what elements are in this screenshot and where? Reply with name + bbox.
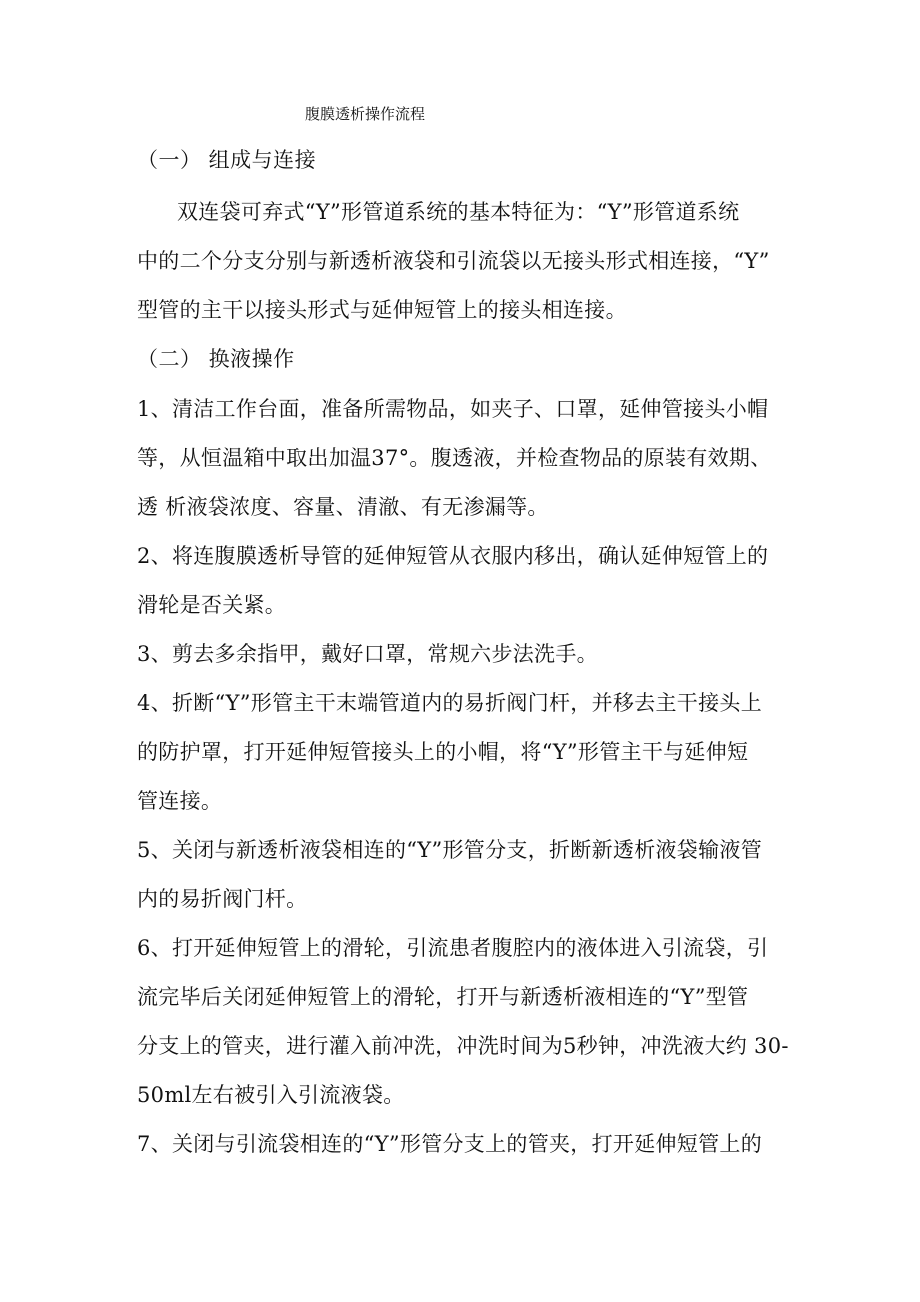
document-title: 腹膜透析操作流程 bbox=[305, 105, 426, 123]
step-4-line-3: 管连接。 bbox=[137, 789, 223, 813]
step-6-line-3: 分支上的管夹，进行灌入前冲洗，冲洗时间为5秒钟，冲洗液大约 30- bbox=[137, 1034, 789, 1058]
step-2-line-2: 滑轮是否关紧。 bbox=[137, 593, 287, 617]
step-2-line-1: 2、将连腹膜透析导管的延伸短管从衣服内移出，确认延伸短管上的 bbox=[137, 544, 769, 568]
step-1-line-1: 1、清洁工作台面，准备所需物品，如夹子、口罩，延伸管接头小帽 bbox=[137, 397, 769, 421]
paragraph-line: 中的二个分支分别与新透析液袋和引流袋以无接头形式相连接，“Y” bbox=[137, 249, 770, 273]
step-6-line-1: 6、打开延伸短管上的滑轮，引流患者腹腔内的液体进入引流袋，引 bbox=[137, 936, 769, 960]
step-1-line-2: 等，从恒温箱中取出加温37°。腹透液，并检查物品的原装有效期、 bbox=[137, 446, 772, 470]
step-4-line-1: 4、折断“Y”形管主干末端管道内的易折阀门杆，并移去主干接头上 bbox=[137, 691, 762, 715]
step-5-line-2: 内的易折阀门杆。 bbox=[137, 887, 308, 911]
step-3-line: 3、剪去多余指甲，戴好口罩，常规六步法洗手。 bbox=[137, 642, 598, 666]
section-heading-exchange: （二） 换液操作 bbox=[137, 347, 295, 371]
step-5-line-1: 5、关闭与新透析液袋相连的“Y”形管分支，折断新透析液袋输液管 bbox=[137, 838, 762, 862]
step-6-line-2: 流完毕后关闭延伸短管上的滑轮，打开与新透析液相连的“Y”型管 bbox=[137, 985, 749, 1009]
step-1-line-3: 透 析液袋浓度、容量、清澈、有无渗漏等。 bbox=[137, 495, 549, 519]
step-7-line-1: 7、关闭与引流袋相连的“Y”形管分支上的管夹，打开延伸短管上的 bbox=[137, 1132, 762, 1156]
paragraph-line: 双连袋可弃式“Y”形管道系统的基本特征为：“Y”形管道系统 bbox=[177, 200, 740, 224]
step-4-line-2: 的防护罩，打开延伸短管接头上的小帽，将“Y”形管主干与延伸短 bbox=[137, 740, 749, 764]
paragraph-line: 型管的主干以接头形式与延伸短管上的接头相连接。 bbox=[137, 298, 627, 322]
section-heading-composition: （一） 组成与连接 bbox=[137, 148, 317, 172]
step-6-line-4: 50ml左右被引入引流液袋。 bbox=[137, 1083, 405, 1107]
